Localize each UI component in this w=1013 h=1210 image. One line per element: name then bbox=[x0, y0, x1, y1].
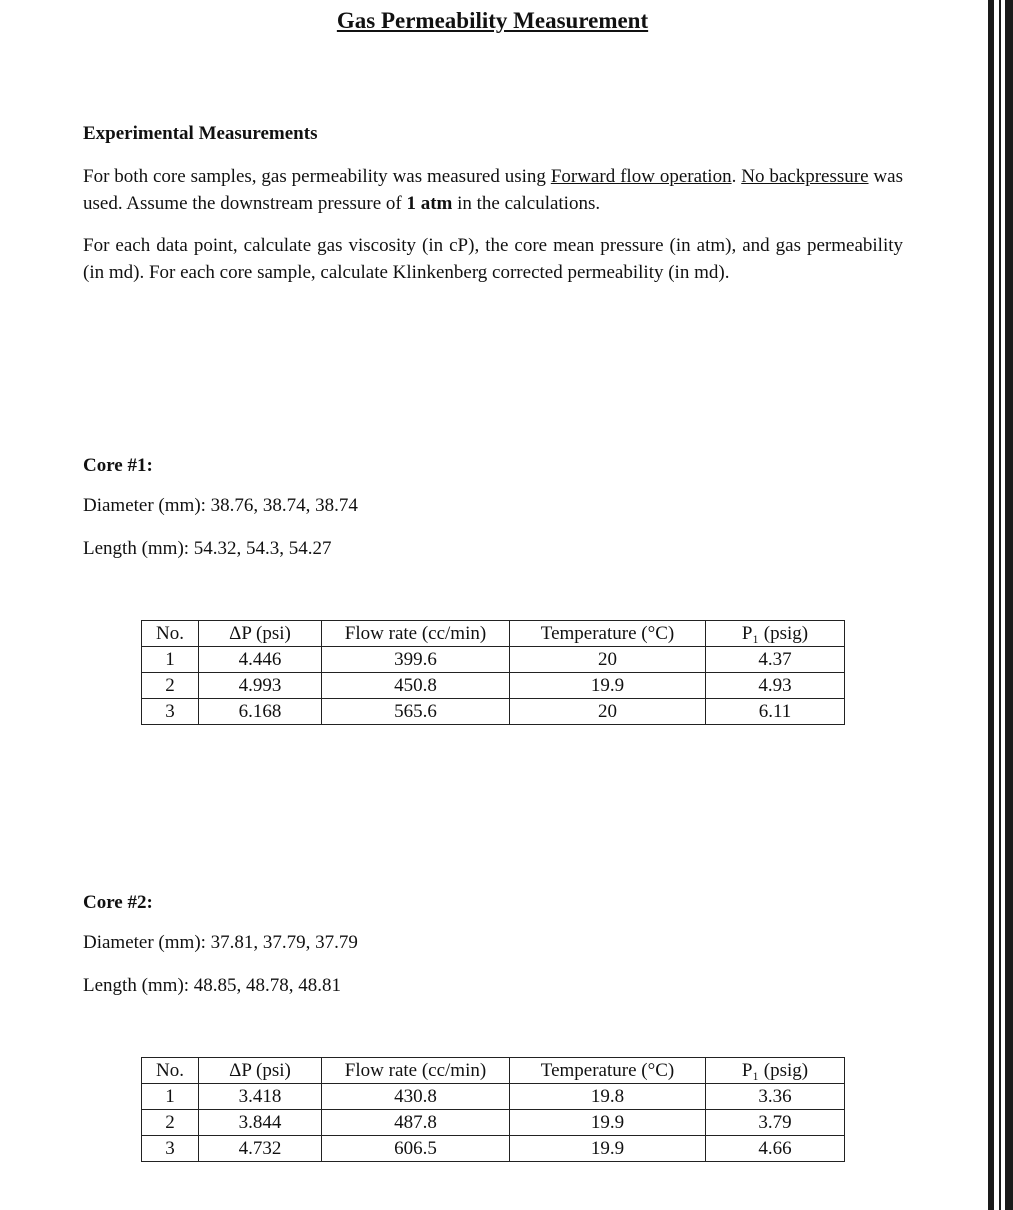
column-header: No. bbox=[142, 621, 199, 647]
table-cell: 3.36 bbox=[706, 1084, 845, 1110]
table-cell: 487.8 bbox=[322, 1110, 510, 1136]
column-header: Flow rate (cc/min) bbox=[322, 621, 510, 647]
core-2-length: Length (mm): 48.85, 48.78, 48.81 bbox=[83, 975, 342, 996]
table-cell: 606.5 bbox=[322, 1136, 510, 1162]
table-cell: 4.993 bbox=[199, 673, 322, 699]
table-row bbox=[142, 1110, 845, 1136]
section-heading: Experimental Measurements bbox=[83, 123, 318, 144]
para-text: For both core samples, gas permeability was measured using bbox=[83, 166, 551, 187]
table-cell: 430.8 bbox=[322, 1084, 510, 1110]
para-text: in the calculations. bbox=[452, 193, 601, 214]
column-header: No. bbox=[142, 1058, 199, 1084]
table-header-row bbox=[142, 621, 845, 647]
table-cell: 3 bbox=[142, 1136, 199, 1162]
table-cell: 4.732 bbox=[199, 1136, 322, 1162]
table-cell: 565.6 bbox=[322, 699, 510, 725]
column-header: P₁ (psig) bbox=[706, 621, 845, 647]
table-cell: 19.9 bbox=[510, 1110, 706, 1136]
core-2-diameter: Diameter (mm): 37.81, 37.79, 37.79 bbox=[83, 932, 358, 953]
underlined-term-no-backpressure: No backpressure bbox=[741, 166, 869, 187]
core-2-heading: Core #2: bbox=[83, 892, 153, 913]
column-header: ΔP (psi) bbox=[199, 1058, 322, 1084]
table-cell: 3.79 bbox=[706, 1110, 845, 1136]
underlined-term-forward-flow: Forward flow operation bbox=[550, 166, 732, 187]
page-edge-border bbox=[983, 0, 1013, 1210]
table-cell: 2 bbox=[142, 673, 199, 699]
core-1-length: Length (mm): 54.32, 54.3, 54.27 bbox=[83, 538, 332, 559]
page-title: Gas Permeability Measurement bbox=[336, 8, 649, 33]
table-cell: 19.9 bbox=[510, 1136, 706, 1162]
table-header-row bbox=[142, 1058, 845, 1084]
para-text: was used. Assume the downstream pressure of bbox=[83, 166, 903, 214]
table-cell: 19.8 bbox=[510, 1084, 706, 1110]
table-cell: 6.168 bbox=[199, 699, 322, 725]
table-cell: 2 bbox=[142, 1110, 199, 1136]
table-row bbox=[142, 647, 845, 673]
table-cell: 20 bbox=[510, 647, 706, 673]
core-1-diameter: Diameter (mm): 38.76, 38.74, 38.74 bbox=[83, 495, 358, 516]
table-row bbox=[142, 699, 845, 725]
table-cell: 4.93 bbox=[706, 673, 845, 699]
table-row bbox=[142, 673, 845, 699]
paragraph-instructions bbox=[83, 163, 903, 217]
table-cell: 3.418 bbox=[199, 1084, 322, 1110]
table-cell: 20 bbox=[510, 699, 706, 725]
table-cell: 4.66 bbox=[706, 1136, 845, 1162]
table-cell: 1 bbox=[142, 647, 199, 673]
table-cell: 19.9 bbox=[510, 673, 706, 699]
table-cell: 3 bbox=[142, 699, 199, 725]
bold-term-1atm: 1 atm bbox=[406, 193, 453, 214]
column-header: ΔP (psi) bbox=[199, 621, 322, 647]
table-row bbox=[142, 1084, 845, 1110]
core-1-heading: Core #1: bbox=[83, 455, 153, 476]
paragraph-tasks: For each data point, calculate gas viscosity (in cP), the core mean pressure (in atm), and gas permeability (in md). For each core sample, calculate Klinkenberg corrected permeability (in md). bbox=[83, 235, 903, 283]
para-text: . bbox=[731, 166, 742, 187]
table-cell: 6.11 bbox=[706, 699, 845, 725]
core-1-table bbox=[141, 620, 845, 725]
table-cell: 4.37 bbox=[706, 647, 845, 673]
core-2-table bbox=[141, 1057, 845, 1162]
table-cell: 450.8 bbox=[322, 673, 510, 699]
column-header: P₁ (psig) bbox=[706, 1058, 845, 1084]
column-header: Temperature (°C) bbox=[510, 1058, 706, 1084]
column-header: Temperature (°C) bbox=[510, 621, 706, 647]
table-row bbox=[142, 1136, 845, 1162]
column-header: Flow rate (cc/min) bbox=[322, 1058, 510, 1084]
table-cell: 3.844 bbox=[199, 1110, 322, 1136]
table-cell: 399.6 bbox=[322, 647, 510, 673]
table-cell: 4.446 bbox=[199, 647, 322, 673]
table-cell: 1 bbox=[142, 1084, 199, 1110]
